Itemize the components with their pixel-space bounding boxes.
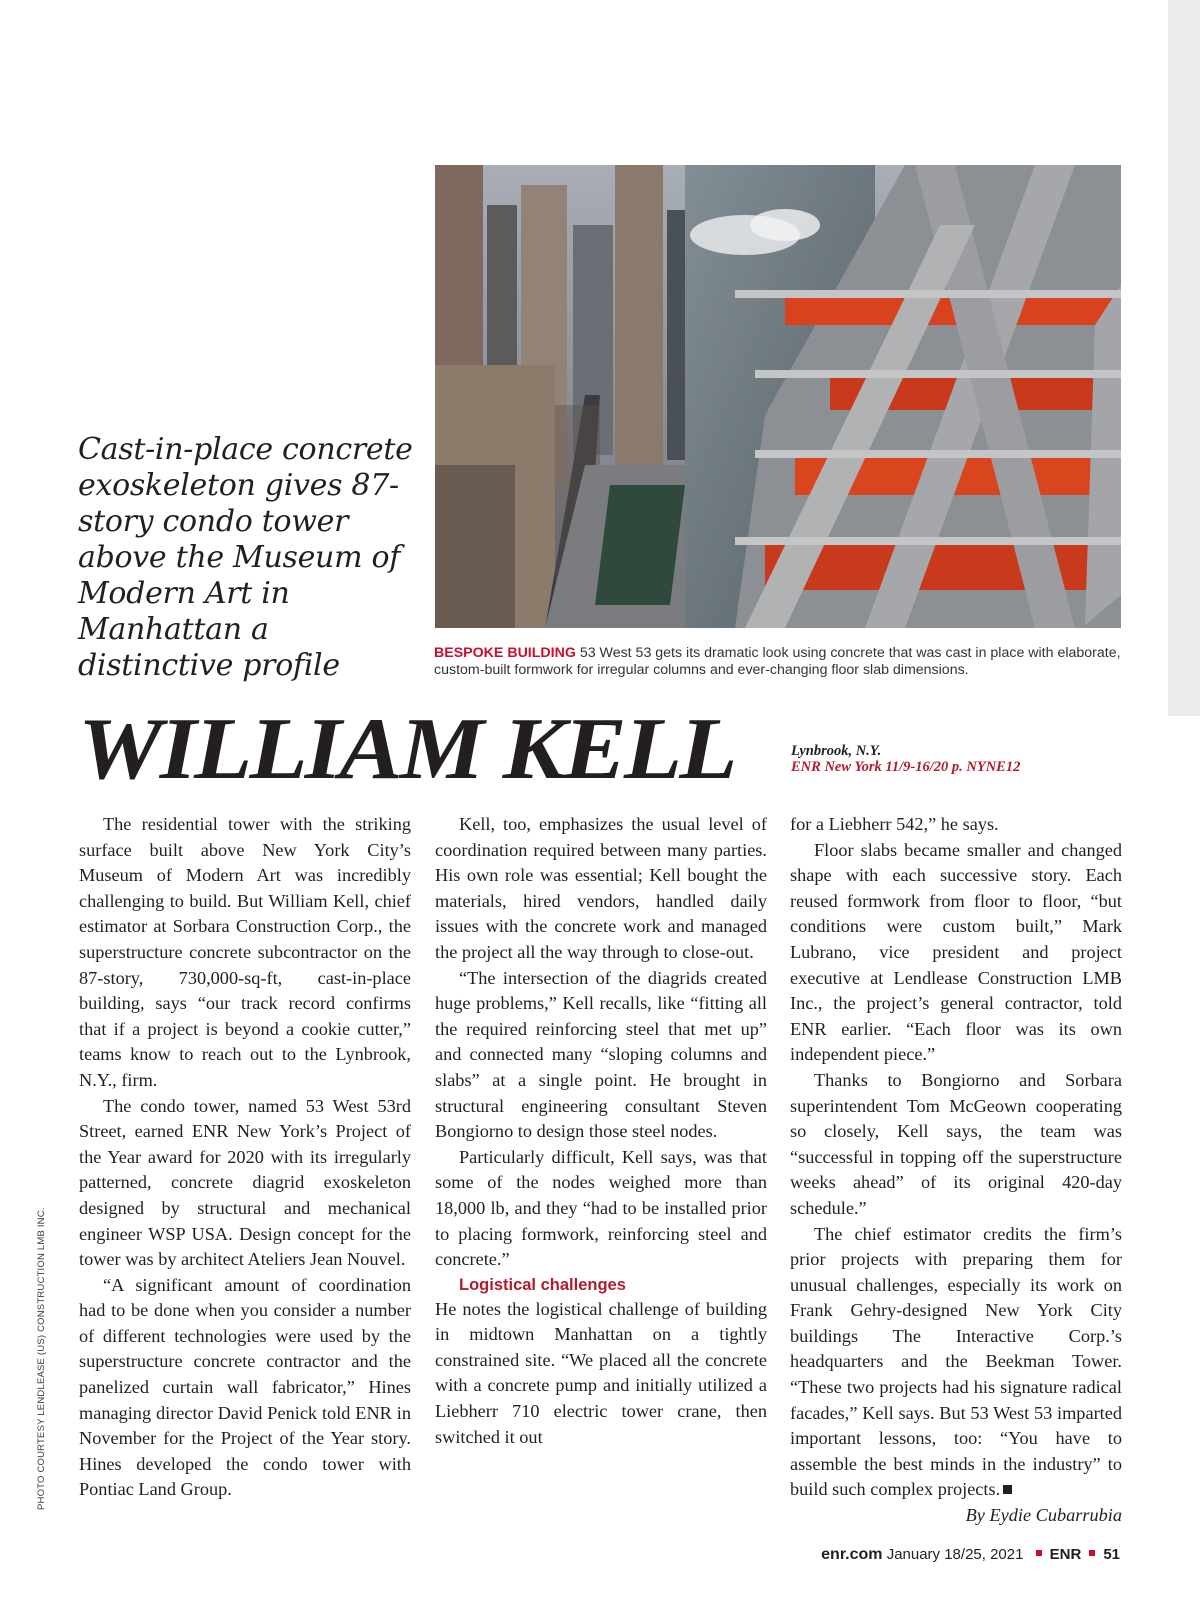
page-footer [821,1546,1120,1564]
body-paragraph-final [790,1222,1122,1504]
body-paragraph: He notes the logistical challenge of building in midtown Manhattan on a tightly constrained site. “We placed all the concrete with a concrete pump and initially utilized a Liebherr 710 electric tower crane, then switched it out [435,1298,767,1447]
footer-separator-icon [1036,1550,1042,1556]
dateline [791,743,1020,775]
page-number: 51 [1103,1546,1120,1563]
photo-caption [434,645,1134,679]
body-paragraph: for a Liebherr 542,” he says. [790,814,999,834]
photo-credit: PHOTO COURTESY LENDLEASE (US) CONSTRUCTION LMB INC. [36,1207,47,1510]
tower-photo-illustration [435,165,1121,628]
body-paragraph: Floor slabs became smaller and changed shape with each successive story. Each reused formwork from floor to floor, “but conditions were custom built,” Mark Lubrano, vice president and project executive at Lendlease Construction LMB Inc., the project’s general contractor, told ENR earlier. “Each floor was its own independent piece.” [790,839,1122,1065]
article-deck: Cast-in-place concrete exoskeleton gives 87-story condo tower above the Museum of Modern Art in Manhattan a distinctive profile [78,432,413,683]
body-paragraph: Thanks to Bongiorno and Sorbara superintendent Tom McGeown cooperating so closely, Kell says, the team was “successful in topping off the superstructure weeks ahead” of its original 420-day schedule.” [790,1069,1122,1218]
page-edge-tab [1168,0,1200,716]
footer-separator-icon [1089,1550,1095,1556]
byline: By Eydie Cubarrubia [965,1505,1122,1526]
headline: WILLIAM KELL [78,701,735,798]
body-paragraph: Particularly difficult, Kell says, was that some of the nodes weighed more than 18,000 lb, and they “had to be installed prior to placing formwork, reinforcing steel and concrete.” [435,1146,767,1270]
dateline-location: Lynbrook, N.Y. [791,743,882,759]
footer-site: enr.com [821,1546,883,1563]
body-paragraph-final-text: The chief estimator credits the firm’s prior projects with preparing them for unusual challenges, especially its work on Frank Gehry-designed New York City buildings The Interactive Corp.’s headquarters and the Beekman Tower. “These two projects had his signature radical facades,” Kell says. But 53 West 53 imparted important lessons, too: “You have to assemble the best minds in the industry” to build such complex projects. [790,1223,1122,1500]
caption-kicker: BESPOKE BUILDING [434,645,576,661]
tower-photo [435,165,1121,628]
body-column-1 [79,812,411,1503]
body-paragraph: Kell, too, emphasizes the usual level of coordination required between many parties. His own role was essential; Kell bought the materials, hired vendors, handled daily issues with the concrete work and managed the project all the way through to close-out. [435,814,767,962]
end-mark-icon [1003,1485,1012,1494]
dateline-source: ENR New York 11/9-16/20 p. NYNE12 [791,759,1021,775]
body-paragraph: “The intersection of the diagrids created huge problems,” Kell recalls, like “fitting all the required reinforcing steel that met up” and connected many “sloping columns and slabs” at a single point. He brought in structural engineering consultant Steven Bongiorno to design those steel nodes. [435,967,767,1142]
caption-text: 53 West 53 gets its dramatic look using concrete that was cast in place with elaborate, custom-built formwork for irregular columns and ever-changing floor slab dimensions. [434,645,1121,678]
body-paragraph: The residential tower with the striking surface built above New York City’s Museum of Modern Art was incredibly challenging to build. But William Kell, chief estimator at Sorbara Construction Corp., the superstructure concrete subcontractor on the 87-story, 730,000-sq-ft, cast-in-place building, says “our track record confirms that if a project is beyond a cookie cutter,” teams know to reach out to the Lynbrook, N.Y., firm. [79,814,411,1090]
subhead: Logistical challenges [459,1275,626,1294]
body-column-3 [790,812,1122,1529]
body-column-2 [435,812,767,1450]
body-paragraph: “A significant amount of coordination had to be done when you consider a number of different technologies were used by the superstructure concrete contractor and the panelized curtain wall fabricator,” Hines managing director David Penick told ENR in November for the Project of the Year story. Hines developed the condo tower with Pontiac Land Group. [79,1274,411,1500]
body-paragraph: The condo tower, named 53 West 53rd Street, earned ENR New York’s Project of the Year award for 2020 with its irregularly patterned, concrete diagrid exoskeleton designed by structural and mechanical engineer WSP USA. Design concept for the tower was by architect Ateliers Jean Nouvel. [79,1095,411,1270]
footer-date: January 18/25, 2021 [886,1546,1024,1563]
footer-magazine: ENR [1049,1546,1082,1563]
